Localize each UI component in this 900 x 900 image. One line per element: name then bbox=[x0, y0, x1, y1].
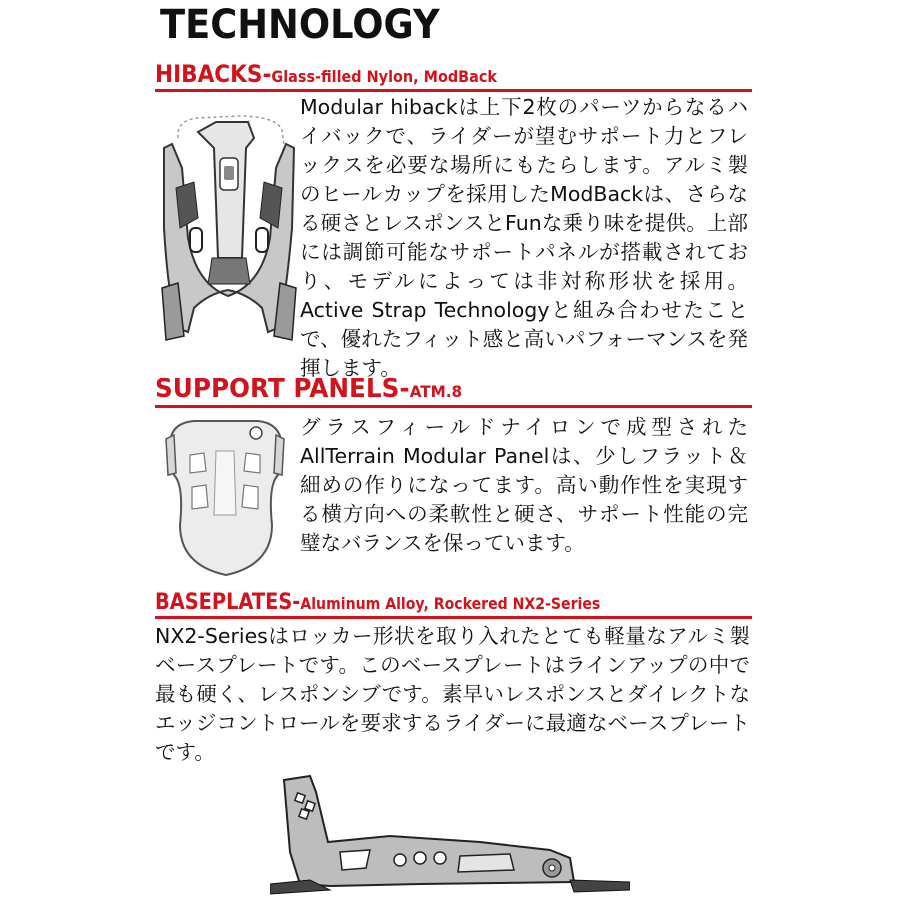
section-divider bbox=[155, 89, 752, 92]
page-title: TECHNOLOGY bbox=[160, 2, 440, 48]
hibacks-body: Modular hibackは上下2枚のパーツからなるハイバックで、ライダーが望むサポート力とフレックスを必要な場所にもたらします。アルミ製のヒールカップを採用したModBackは、さらなる硬さとレスポンスとFunな乗り味を提供。上部には調節可能なサポートパネルが搭載されており、モデルによっては非対称形状を採用。Active Strap Technologyと組み合わせたことで、優れたフィット感と高いパフォーマンスを発揮します。 bbox=[300, 95, 748, 380]
support-panels-body: グラスフィールドナイロンで成型されたAllTerrain Modular Panelは、少しフラット＆細めの作りになってます。高い動作性を実現する横方向への柔軟性と硬さ、サポート性能の完璧なバランスを保っています。 bbox=[300, 415, 748, 555]
baseplate-illustration bbox=[270, 772, 630, 900]
hiback-illustration bbox=[158, 108, 300, 360]
baseplates-body: NX2-Seriesはロッカー形状を取り入れたとても軽量なアルミ製ベースプレートです。このベースプレートはラインアップの中で最も硬く、レスポンシブです。素早いレスポンスとダイレクトなエッジコントロールを要求するライダーに最適なベースプレートです。 bbox=[155, 624, 750, 764]
heading-main: HIBACKS- bbox=[155, 60, 272, 88]
section-divider bbox=[155, 616, 752, 619]
heading-sub: Glass-filled Nylon, ModBack bbox=[271, 67, 497, 86]
section-heading-baseplates bbox=[155, 590, 600, 615]
section-heading-hibacks bbox=[155, 60, 497, 88]
section-divider bbox=[155, 405, 752, 408]
heading-sub: Aluminum Alloy, Rockered NX2-Series bbox=[300, 594, 601, 613]
heading-main: SUPPORT PANELS- bbox=[155, 374, 410, 404]
heading-main: BASEPLATES- bbox=[155, 590, 301, 615]
support-panel-illustration bbox=[160, 415, 290, 580]
heading-sub: ATM.8 bbox=[409, 382, 463, 401]
section-heading-support-panels bbox=[155, 374, 462, 404]
